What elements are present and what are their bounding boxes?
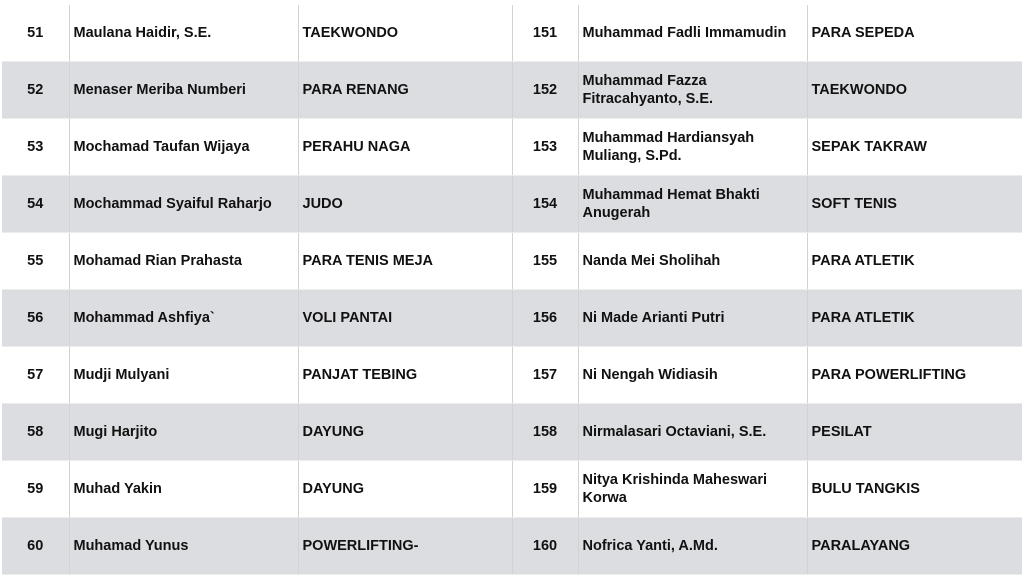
right-sport-cell: PARALAYANG [807,518,1022,575]
right-number-cell: 158 [512,404,578,461]
left-name-cell: Muhad Yakin [69,461,298,518]
right-name-cell: Muhammad Fazza Fitracahyanto, S.E. [578,62,807,119]
right-sport-cell: PESILAT [807,404,1022,461]
table-row [2,62,1022,119]
left-sport-cell: TAEKWONDO [298,5,512,62]
left-number-cell: 54 [2,176,69,233]
left-number-cell: 60 [2,518,69,575]
right-name-cell: Muhammad Hemat Bhakti Anugerah [578,176,807,233]
right-sport-cell: BULU TANGKIS [807,461,1022,518]
table-row [2,290,1022,347]
right-sport-cell: PARA POWERLIFTING [807,347,1022,404]
left-number-cell: 56 [2,290,69,347]
right-sport-cell: TAEKWONDO [807,62,1022,119]
left-number-cell: 52 [2,62,69,119]
left-sport-cell: DAYUNG [298,461,512,518]
left-name-cell: Mudji Mulyani [69,347,298,404]
left-name-cell: Mochammad Syaiful Raharjo [69,176,298,233]
right-number-cell: 159 [512,461,578,518]
right-sport-cell: SEPAK TAKRAW [807,119,1022,176]
right-name-cell: Ni Made Arianti Putri [578,290,807,347]
right-number-cell: 156 [512,290,578,347]
table-row [2,347,1022,404]
left-name-cell: Mugi Harjito [69,404,298,461]
left-name-cell: Menaser Meriba Numberi [69,62,298,119]
table-row [2,461,1022,518]
right-name-cell: Nanda Mei Sholihah [578,233,807,290]
left-name-cell: Mohammad Ashfiya` [69,290,298,347]
right-name-cell: Nitya Krishinda Maheswari Korwa [578,461,807,518]
left-number-cell: 53 [2,119,69,176]
athlete-table-body [2,5,1022,575]
right-number-cell: 153 [512,119,578,176]
right-number-cell: 152 [512,62,578,119]
left-sport-cell: DAYUNG [298,404,512,461]
right-sport-cell: SOFT TENIS [807,176,1022,233]
table-row [2,404,1022,461]
left-number-cell: 55 [2,233,69,290]
table-row [2,176,1022,233]
right-number-cell: 157 [512,347,578,404]
left-sport-cell: POWERLIFTING- [298,518,512,575]
left-sport-cell: JUDO [298,176,512,233]
left-name-cell: Mohamad Rian Prahasta [69,233,298,290]
right-sport-cell: PARA SEPEDA [807,5,1022,62]
left-number-cell: 51 [2,5,69,62]
right-name-cell: Nofrica Yanti, A.Md. [578,518,807,575]
right-name-cell: Muhammad Fadli Immamudin [578,5,807,62]
left-sport-cell: VOLI PANTAI [298,290,512,347]
table-row [2,518,1022,575]
right-name-cell: Ni Nengah Widiasih [578,347,807,404]
left-name-cell: Muhamad Yunus [69,518,298,575]
left-sport-cell: PARA TENIS MEJA [298,233,512,290]
left-number-cell: 57 [2,347,69,404]
left-sport-cell: PERAHU NAGA [298,119,512,176]
table-row [2,5,1022,62]
left-number-cell: 58 [2,404,69,461]
right-number-cell: 160 [512,518,578,575]
left-name-cell: Mochamad Taufan Wijaya [69,119,298,176]
right-sport-cell: PARA ATLETIK [807,233,1022,290]
right-name-cell: Muhammad Hardiansyah Muliang, S.Pd. [578,119,807,176]
left-sport-cell: PARA RENANG [298,62,512,119]
left-sport-cell: PANJAT TEBING [298,347,512,404]
table-row [2,233,1022,290]
left-name-cell: Maulana Haidir, S.E. [69,5,298,62]
right-name-cell: Nirmalasari Octaviani, S.E. [578,404,807,461]
right-sport-cell: PARA ATLETIK [807,290,1022,347]
right-number-cell: 151 [512,5,578,62]
athlete-list-table [2,5,1022,575]
right-number-cell: 154 [512,176,578,233]
athlete-list-table-container [2,5,1022,575]
right-number-cell: 155 [512,233,578,290]
left-number-cell: 59 [2,461,69,518]
table-row [2,119,1022,176]
